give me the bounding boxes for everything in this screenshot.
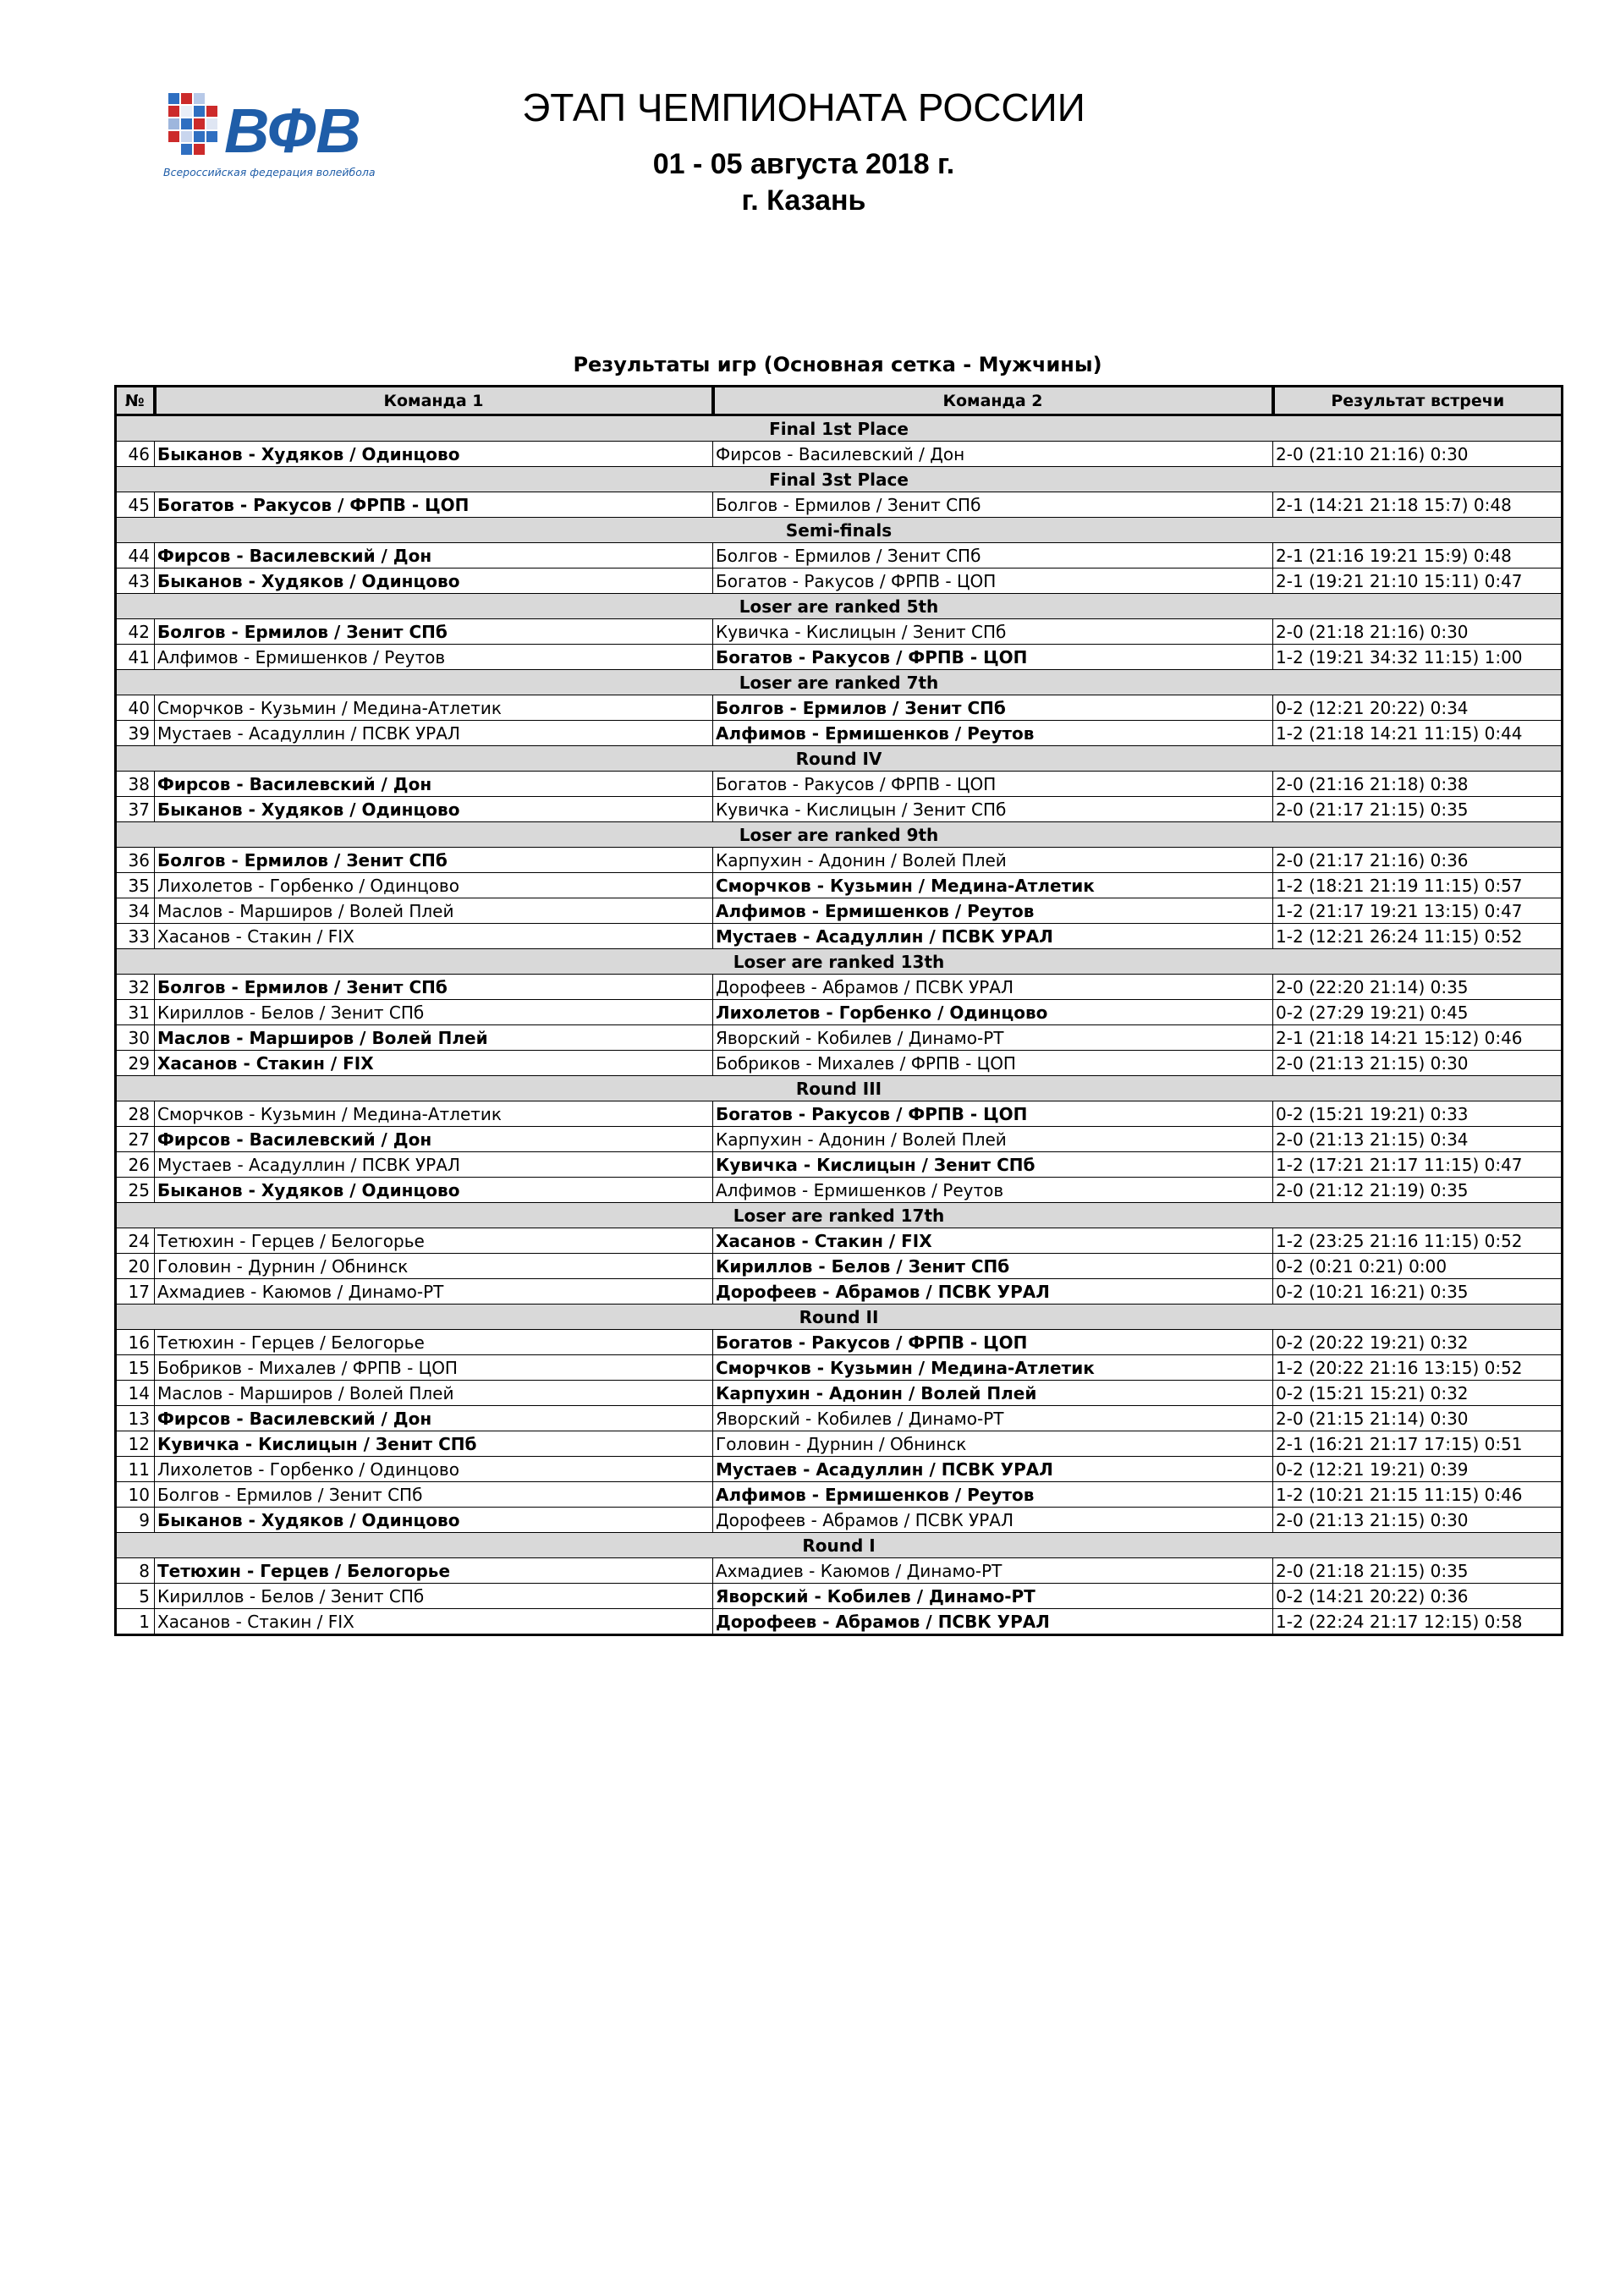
team2-cell: Кириллов - Белов / Зенит СПб: [713, 1254, 1273, 1279]
table-row: [116, 873, 1563, 898]
result-cell: 1-2 (10:21 21:15 11:15) 0:46: [1273, 1482, 1563, 1508]
table-row: [116, 1381, 1563, 1406]
result-cell: 0-2 (27:29 19:21) 0:45: [1273, 1000, 1563, 1025]
col-header-team2: Команда 2: [713, 387, 1273, 415]
table-row: [116, 1178, 1563, 1203]
table-row: [116, 645, 1563, 670]
section-title: Round III: [116, 1076, 1563, 1101]
match-number: 27: [116, 1127, 155, 1152]
table-row: [116, 1127, 1563, 1152]
results-subtitle: Результаты игр (Основная сетка - Мужчины): [573, 353, 1102, 376]
team1-cell: Хасанов - Стакин / FIX: [155, 1609, 713, 1635]
team1-cell: Тетюхин - Герцев / Белогорье: [155, 1228, 713, 1254]
team1-cell: Быканов - Худяков / Одинцово: [155, 797, 713, 822]
team1-cell: Кириллов - Белов / Зенит СПб: [155, 1584, 713, 1609]
result-cell: 2-1 (21:16 19:21 15:9) 0:48: [1273, 543, 1563, 569]
team2-cell: Мустаев - Асадуллин / ПСВК УРАЛ: [713, 1457, 1273, 1482]
team2-cell: Алфимов - Ермишенков / Реутов: [713, 721, 1273, 746]
result-cell: 2-0 (21:17 21:16) 0:36: [1273, 848, 1563, 873]
section-title: Round II: [116, 1305, 1563, 1330]
team2-cell: Яворский - Кобилев / Динамо-РТ: [713, 1025, 1273, 1051]
result-cell: 2-0 (21:13 21:15) 0:34: [1273, 1127, 1563, 1152]
match-number: 42: [116, 619, 155, 645]
team2-cell: Кувичка - Кислицын / Зенит СПб: [713, 797, 1273, 822]
section-title: Final 3st Place: [116, 467, 1563, 492]
match-number: 5: [116, 1584, 155, 1609]
match-number: 32: [116, 975, 155, 1000]
table-header-row: [116, 387, 1563, 415]
team2-cell: Богатов - Ракусов / ФРПВ - ЦОП: [713, 569, 1273, 594]
result-cell: 2-0 (21:18 21:15) 0:35: [1273, 1558, 1563, 1584]
team1-cell: Фирсов - Василевский / Дон: [155, 772, 713, 797]
team2-cell: Болгов - Ермилов / Зенит СПб: [713, 543, 1273, 569]
result-cell: 0-2 (10:21 16:21) 0:35: [1273, 1279, 1563, 1305]
result-cell: 1-2 (18:21 21:19 11:15) 0:57: [1273, 873, 1563, 898]
team1-cell: Фирсов - Василевский / Дон: [155, 1127, 713, 1152]
team1-cell: Мустаев - Асадуллин / ПСВК УРАЛ: [155, 1152, 713, 1178]
team2-cell: Богатов - Ракусов / ФРПВ - ЦОП: [713, 772, 1273, 797]
match-number: 10: [116, 1482, 155, 1508]
match-number: 14: [116, 1381, 155, 1406]
section-header-row: [116, 594, 1563, 619]
team2-cell: Карпухин - Адонин / Волей Плей: [713, 848, 1273, 873]
team1-cell: Сморчков - Кузьмин / Медина-Атлетик: [155, 695, 713, 721]
section-header-row: [116, 1305, 1563, 1330]
match-number: 29: [116, 1051, 155, 1076]
match-number: 28: [116, 1101, 155, 1127]
result-cell: 1-2 (23:25 21:16 11:15) 0:52: [1273, 1228, 1563, 1254]
result-cell: 2-0 (21:17 21:15) 0:35: [1273, 797, 1563, 822]
team2-cell: Головин - Дурнин / Обнинск: [713, 1431, 1273, 1457]
team1-cell: Бобриков - Михалев / ФРПВ - ЦОП: [155, 1355, 713, 1381]
result-cell: 2-0 (21:10 21:16) 0:30: [1273, 442, 1563, 467]
team2-cell: Лихолетов - Горбенко / Одинцово: [713, 1000, 1273, 1025]
table-row: [116, 1609, 1563, 1635]
team2-cell: Богатов - Ракусов / ФРПВ - ЦОП: [713, 645, 1273, 670]
result-cell: 2-0 (21:13 21:15) 0:30: [1273, 1051, 1563, 1076]
match-number: 44: [116, 543, 155, 569]
match-number: 36: [116, 848, 155, 873]
team2-cell: Бобриков - Михалев / ФРПВ - ЦОП: [713, 1051, 1273, 1076]
table-row: [116, 1431, 1563, 1457]
result-cell: 0-2 (15:21 15:21) 0:32: [1273, 1381, 1563, 1406]
match-number: 33: [116, 924, 155, 949]
team2-cell: Яворский - Кобилев / Динамо-РТ: [713, 1406, 1273, 1431]
table-row: [116, 721, 1563, 746]
result-cell: 1-2 (19:21 34:32 11:15) 1:00: [1273, 645, 1563, 670]
team1-cell: Быканов - Худяков / Одинцово: [155, 1508, 713, 1533]
table-row: [116, 1000, 1563, 1025]
result-cell: 0-2 (0:21 0:21) 0:00: [1273, 1254, 1563, 1279]
logo-caption: Всероссийская федерация волейбола: [163, 166, 376, 179]
table-row: [116, 569, 1563, 594]
table-row: [116, 1254, 1563, 1279]
table-row: [116, 1558, 1563, 1584]
match-number: 41: [116, 645, 155, 670]
team2-cell: Карпухин - Адонин / Волей Плей: [713, 1127, 1273, 1152]
match-number: 45: [116, 492, 155, 518]
result-cell: 1-2 (22:24 21:17 12:15) 0:58: [1273, 1609, 1563, 1635]
table-row: [116, 924, 1563, 949]
team1-cell: Маслов - Марширов / Волей Плей: [155, 1025, 713, 1051]
table-row: [116, 695, 1563, 721]
team2-cell: Алфимов - Ермишенков / Реутов: [713, 898, 1273, 924]
result-cell: 1-2 (21:17 19:21 13:15) 0:47: [1273, 898, 1563, 924]
col-header-result: Результат встречи: [1273, 387, 1563, 415]
match-number: 46: [116, 442, 155, 467]
team1-cell: Болгов - Ермилов / Зенит СПб: [155, 848, 713, 873]
team1-cell: Лихолетов - Горбенко / Одинцово: [155, 1457, 713, 1482]
team2-cell: Ахмадиев - Каюмов / Динамо-РТ: [713, 1558, 1273, 1584]
result-cell: 1-2 (17:21 21:17 11:15) 0:47: [1273, 1152, 1563, 1178]
team1-cell: Головин - Дурнин / Обнинск: [155, 1254, 713, 1279]
result-cell: 2-0 (21:16 21:18) 0:38: [1273, 772, 1563, 797]
team1-cell: Хасанов - Стакин / FIX: [155, 924, 713, 949]
result-cell: 2-1 (19:21 21:10 15:11) 0:47: [1273, 569, 1563, 594]
section-header-row: [116, 467, 1563, 492]
page-title: ЭТАП ЧЕМПИОНАТА РОССИИ: [522, 85, 1085, 129]
table-row: [116, 898, 1563, 924]
team1-cell: Тетюхин - Герцев / Белогорье: [155, 1330, 713, 1355]
result-cell: 1-2 (12:21 26:24 11:15) 0:52: [1273, 924, 1563, 949]
section-header-row: [116, 822, 1563, 848]
team2-cell: Яворский - Кобилев / Динамо-РТ: [713, 1584, 1273, 1609]
table-row: [116, 543, 1563, 569]
match-number: 16: [116, 1330, 155, 1355]
col-header-number: №: [116, 387, 155, 415]
team2-cell: Карпухин - Адонин / Волей Плей: [713, 1381, 1273, 1406]
section-header-row: [116, 949, 1563, 975]
match-number: 40: [116, 695, 155, 721]
table-row: [116, 975, 1563, 1000]
team1-cell: Болгов - Ермилов / Зенит СПб: [155, 1482, 713, 1508]
team1-cell: Ахмадиев - Каюмов / Динамо-РТ: [155, 1279, 713, 1305]
section-header-row: [116, 518, 1563, 543]
team2-cell: Алфимов - Ермишенков / Реутов: [713, 1482, 1273, 1508]
table-row: [116, 442, 1563, 467]
event-city: г. Казань: [741, 184, 866, 217]
section-header-row: [116, 1533, 1563, 1558]
result-cell: 0-2 (12:21 20:22) 0:34: [1273, 695, 1563, 721]
section-header-row: [116, 415, 1563, 442]
result-cell: 0-2 (12:21 19:21) 0:39: [1273, 1457, 1563, 1482]
result-cell: 2-0 (21:13 21:15) 0:30: [1273, 1508, 1563, 1533]
team2-cell: Кувичка - Кислицын / Зенит СПб: [713, 1152, 1273, 1178]
team2-cell: Богатов - Ракусов / ФРПВ - ЦОП: [713, 1330, 1273, 1355]
team1-cell: Сморчков - Кузьмин / Медина-Атлетик: [155, 1101, 713, 1127]
team2-cell: Хасанов - Стакин / FIX: [713, 1228, 1273, 1254]
team2-cell: Дорофеев - Абрамов / ПСВК УРАЛ: [713, 1609, 1273, 1635]
table-row: [116, 1152, 1563, 1178]
team2-cell: Мустаев - Асадуллин / ПСВК УРАЛ: [713, 924, 1273, 949]
match-number: 37: [116, 797, 155, 822]
result-cell: 0-2 (15:21 19:21) 0:33: [1273, 1101, 1563, 1127]
result-cell: 2-1 (14:21 21:18 15:7) 0:48: [1273, 492, 1563, 518]
table-row: [116, 492, 1563, 518]
section-title: Loser are ranked 9th: [116, 822, 1563, 848]
match-number: 20: [116, 1254, 155, 1279]
team1-cell: Быканов - Худяков / Одинцово: [155, 569, 713, 594]
team1-cell: Кириллов - Белов / Зенит СПб: [155, 1000, 713, 1025]
match-number: 17: [116, 1279, 155, 1305]
table-row: [116, 1228, 1563, 1254]
match-number: 12: [116, 1431, 155, 1457]
team2-cell: Алфимов - Ермишенков / Реутов: [713, 1178, 1273, 1203]
section-header-row: [116, 1076, 1563, 1101]
team1-cell: Хасанов - Стакин / FIX: [155, 1051, 713, 1076]
table-row: [116, 1457, 1563, 1482]
table-row: [116, 848, 1563, 873]
section-title: Final 1st Place: [116, 415, 1563, 442]
team1-cell: Богатов - Ракусов / ФРПВ - ЦОП: [155, 492, 713, 518]
table-row: [116, 1025, 1563, 1051]
section-title: Loser are ranked 5th: [116, 594, 1563, 619]
team1-cell: Тетюхин - Герцев / Белогорье: [155, 1558, 713, 1584]
section-header-row: [116, 1203, 1563, 1228]
section-title: Round I: [116, 1533, 1563, 1558]
logo-wordmark: ВФВ: [224, 96, 361, 166]
table-row: [116, 772, 1563, 797]
match-number: 26: [116, 1152, 155, 1178]
match-number: 15: [116, 1355, 155, 1381]
results-table-body: [116, 415, 1563, 1635]
table-row: [116, 1508, 1563, 1533]
table-row: [116, 797, 1563, 822]
volleyball-mosaic-icon: [168, 93, 217, 155]
team2-cell: Сморчков - Кузьмин / Медина-Атлетик: [713, 873, 1273, 898]
team2-cell: Дорофеев - Абрамов / ПСВК УРАЛ: [713, 975, 1273, 1000]
table-row: [116, 1482, 1563, 1508]
match-number: 35: [116, 873, 155, 898]
team1-cell: Болгов - Ермилов / Зенит СПб: [155, 619, 713, 645]
team1-cell: Маслов - Марширов / Волей Плей: [155, 1381, 713, 1406]
event-dates: 01 - 05 августа 2018 г.: [652, 148, 955, 180]
team1-cell: Алфимов - Ермишенков / Реутов: [155, 645, 713, 670]
match-number: 1: [116, 1609, 155, 1635]
team1-cell: Фирсов - Василевский / Дон: [155, 1406, 713, 1431]
match-number: 31: [116, 1000, 155, 1025]
match-number: 24: [116, 1228, 155, 1254]
table-row: [116, 1584, 1563, 1609]
match-number: 11: [116, 1457, 155, 1482]
team1-cell: Болгов - Ермилов / Зенит СПб: [155, 975, 713, 1000]
result-cell: 2-0 (21:12 21:19) 0:35: [1273, 1178, 1563, 1203]
table-row: [116, 1279, 1563, 1305]
result-cell: 1-2 (21:18 14:21 11:15) 0:44: [1273, 721, 1563, 746]
team1-cell: Быканов - Худяков / Одинцово: [155, 442, 713, 467]
team1-cell: Мустаев - Асадуллин / ПСВК УРАЛ: [155, 721, 713, 746]
match-number: 38: [116, 772, 155, 797]
section-title: Round IV: [116, 746, 1563, 772]
team1-cell: Маслов - Марширов / Волей Плей: [155, 898, 713, 924]
result-cell: 2-1 (21:18 14:21 15:12) 0:46: [1273, 1025, 1563, 1051]
match-number: 30: [116, 1025, 155, 1051]
team2-cell: Кувичка - Кислицын / Зенит СПб: [713, 619, 1273, 645]
team2-cell: Болгов - Ермилов / Зенит СПб: [713, 695, 1273, 721]
team2-cell: Дорофеев - Абрамов / ПСВК УРАЛ: [713, 1279, 1273, 1305]
result-cell: 2-0 (21:15 21:14) 0:30: [1273, 1406, 1563, 1431]
table-row: [116, 1406, 1563, 1431]
table-row: [116, 619, 1563, 645]
team2-cell: Богатов - Ракусов / ФРПВ - ЦОП: [713, 1101, 1273, 1127]
team2-cell: Болгов - Ермилов / Зенит СПб: [713, 492, 1273, 518]
match-number: 39: [116, 721, 155, 746]
results-table: [114, 385, 1563, 1636]
result-cell: 2-0 (22:20 21:14) 0:35: [1273, 975, 1563, 1000]
team1-cell: Кувичка - Кислицын / Зенит СПб: [155, 1431, 713, 1457]
section-header-row: [116, 670, 1563, 695]
result-cell: 0-2 (14:21 20:22) 0:36: [1273, 1584, 1563, 1609]
result-cell: 0-2 (20:22 19:21) 0:32: [1273, 1330, 1563, 1355]
match-number: 8: [116, 1558, 155, 1584]
result-cell: 2-1 (16:21 21:17 17:15) 0:51: [1273, 1431, 1563, 1457]
match-number: 25: [116, 1178, 155, 1203]
section-header-row: [116, 746, 1563, 772]
team2-cell: Сморчков - Кузьмин / Медина-Атлетик: [713, 1355, 1273, 1381]
team1-cell: Лихолетов - Горбенко / Одинцово: [155, 873, 713, 898]
match-number: 34: [116, 898, 155, 924]
section-title: Loser are ranked 17th: [116, 1203, 1563, 1228]
match-number: 43: [116, 569, 155, 594]
result-cell: 1-2 (20:22 21:16 13:15) 0:52: [1273, 1355, 1563, 1381]
table-row: [116, 1051, 1563, 1076]
team1-cell: Быканов - Худяков / Одинцово: [155, 1178, 713, 1203]
section-title: Loser are ranked 7th: [116, 670, 1563, 695]
team2-cell: Дорофеев - Абрамов / ПСВК УРАЛ: [713, 1508, 1273, 1533]
match-number: 9: [116, 1508, 155, 1533]
section-title: Semi-finals: [116, 518, 1563, 543]
table-row: [116, 1330, 1563, 1355]
team2-cell: Фирсов - Василевский / Дон: [713, 442, 1273, 467]
col-header-team1: Команда 1: [155, 387, 713, 415]
section-title: Loser are ranked 13th: [116, 949, 1563, 975]
table-row: [116, 1101, 1563, 1127]
table-row: [116, 1355, 1563, 1381]
team1-cell: Фирсов - Василевский / Дон: [155, 543, 713, 569]
match-number: 13: [116, 1406, 155, 1431]
result-cell: 2-0 (21:18 21:16) 0:30: [1273, 619, 1563, 645]
